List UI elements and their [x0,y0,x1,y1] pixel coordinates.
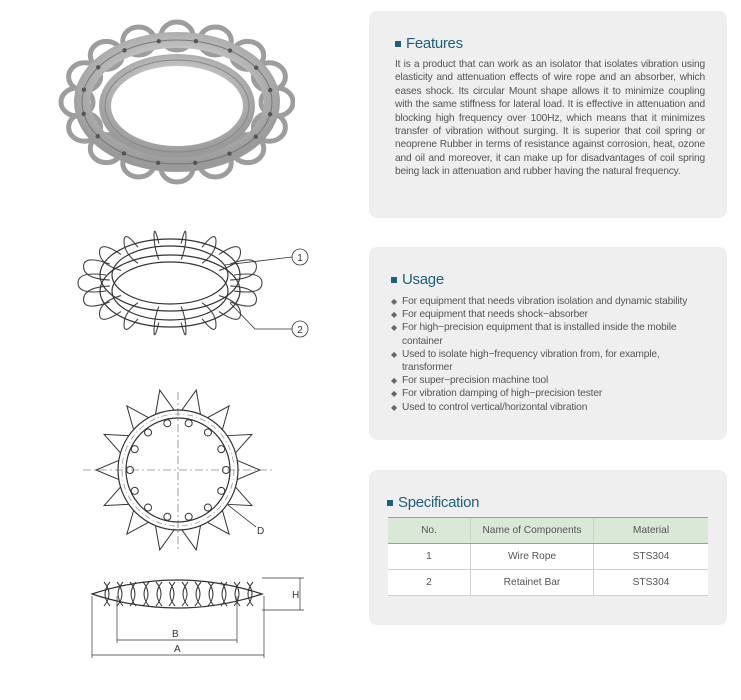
diamond-bullet-icon: ◆ [391,297,398,306]
wire-loop [185,513,192,520]
wire-loop [131,446,138,453]
list-item: ◆ Used to isolate high−frequency vibration from, for example, transformer [391,348,660,374]
dimension-d-label: D [257,526,265,537]
table-cell: 2 [388,570,471,596]
square-bullet-icon [391,277,397,283]
bolt [268,112,272,116]
bolt [268,88,272,92]
specification-table [388,517,708,596]
isometric-drawing [70,225,370,355]
dimension-b-label: B [172,629,179,640]
wire-loop [164,420,171,427]
diamond-bullet-icon: ◆ [391,310,398,320]
bolt [82,112,86,116]
callout-2-label: 2 [297,325,303,336]
bolt [193,161,197,165]
wire-loop [131,487,138,494]
specification-title: Specification [398,494,480,511]
usage-heading [391,271,705,288]
list-item: ◆ For equipment that needs vibration isolation and dynamic stability [391,296,688,307]
square-bullet-icon [387,500,393,506]
bolt [228,48,232,52]
table-cell: Wire Rope [471,544,594,570]
side-view-drawing [82,568,332,668]
usage-list [391,295,705,414]
square-bullet-icon [395,41,401,47]
column-header-material: Material [594,518,709,544]
bolt [227,151,231,155]
wire-loop [227,434,252,452]
callout-1-label: 1 [297,253,303,264]
bolt [254,66,258,70]
specification-heading [387,494,709,511]
wire-loop [227,487,252,505]
bolt [156,161,160,165]
bolt [194,39,198,43]
wire-loop [185,420,192,427]
list-item: ◆ For equipment that needs shock−absorber [391,309,588,321]
table-cell: 1 [388,544,471,570]
features-heading [395,35,705,52]
bolt [122,151,126,155]
wire-loop [104,487,129,505]
features-panel [369,11,727,218]
wire-loop [218,446,225,453]
list-item: ◆ For high−precision equipment that is installed inside the mobile container [391,322,677,347]
diamond-bullet-icon: ◆ [391,402,398,412]
wire-loop [218,487,225,494]
table-cell: STS304 [594,544,709,570]
table-row [388,544,708,570]
top-view-drawing [78,387,298,557]
bolt [96,65,100,69]
usage-title: Usage [402,271,444,288]
bolt [82,87,86,91]
features-title: Features [406,35,463,52]
table-cell: STS304 [594,570,709,596]
wire-loop [104,434,129,452]
drawings-column [0,0,360,700]
column-header-name: Name of Components [471,518,594,544]
usage-panel [369,247,727,440]
diamond-bullet-icon: ◆ [391,389,398,399]
diamond-bullet-icon: ◆ [391,349,398,359]
bolt [254,134,258,138]
specification-panel [369,470,727,625]
wire-loop [164,513,171,520]
diamond-bullet-icon: ◆ [391,323,398,333]
features-text: It is a product that can work as an isolator that isolates vibration using elasticity and attenuation effects of wire rope and an absorber, which eases shock. Its circular Mount shape allows it to minimize coupling with the same stiffness for lateral load. It is effective in attenuation and blocking high frequency over 100Hz, which means that it minimizes transfer of vibration without surging. It is superior that coil spring or neoprene Rubber in terms of resistance against corrosion, heat, ozone and oil and moreover, it can make up for disadvantages of coil spring being lack in attenuation and rubber having the natural frequency. [395,59,705,178]
bolt [157,39,161,43]
table-cell: Retainet Bar [471,570,594,596]
dimension-a-label: A [174,644,181,655]
list-item: ◆ For super−precision machine tool [391,375,549,387]
dimension-h-label: H [292,590,300,601]
table-header-row [388,518,708,544]
diamond-bullet-icon: ◆ [391,376,398,386]
bolt [96,134,100,138]
table-row [388,570,708,596]
list-item: ◆ For vibration damping of high−precision tester [391,388,603,400]
column-header-no: No. [388,518,471,544]
bolt [122,48,126,52]
list-item: ◆ Used to control vertical/horizontal vibration [391,401,588,413]
product-photo [55,10,295,190]
